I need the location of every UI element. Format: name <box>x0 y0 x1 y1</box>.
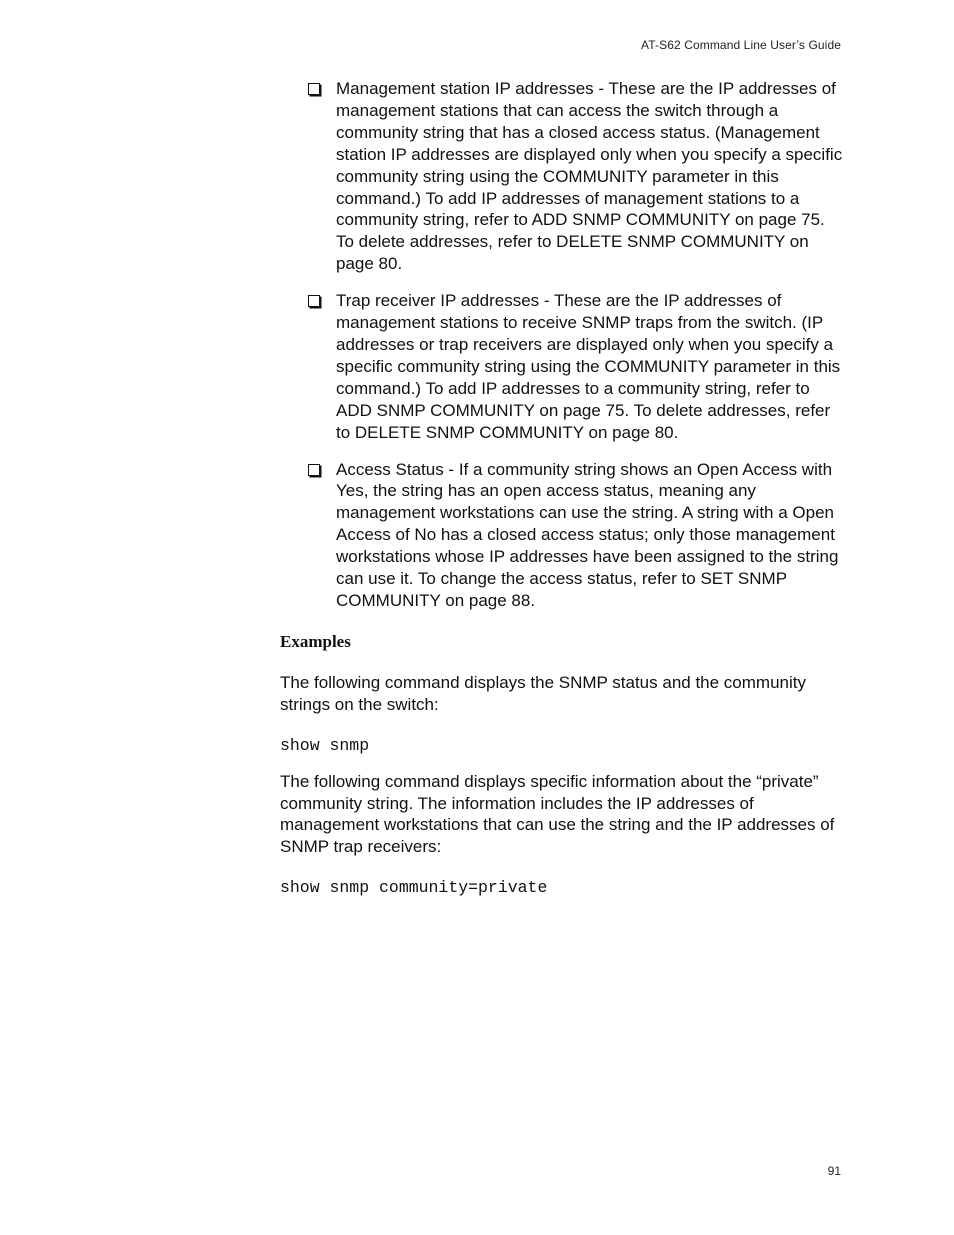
checkbox-square-icon <box>308 464 320 476</box>
running-header: AT-S62 Command Line User’s Guide <box>641 38 841 52</box>
page-number: 91 <box>827 1164 841 1178</box>
code-example-1: show snmp <box>280 735 370 755</box>
list-item <box>280 459 846 612</box>
page-content <box>280 78 846 899</box>
list-item-text: Trap receiver IP addresses - These are the IP addresses of management stations to receive SNMP traps from the switch. (IP addresses or trap receivers are displayed only when you specify a specific community string using the COMMUNITY parameter in this command.) To add IP addresses to a community string, refer to ADD SNMP COMMUNITY on page 75. To delete addresses, refer to DELETE SNMP COMMUNITY on page 80. <box>336 291 841 442</box>
code-example-2: show snmp community=private <box>280 878 548 898</box>
examples-paragraph-1: The following command displays the SNMP status and the community strings on the switch: <box>280 672 806 714</box>
checkbox-square-icon <box>308 83 320 95</box>
list-item <box>280 290 846 443</box>
bullet-list <box>280 78 846 612</box>
examples-paragraph-2: The following command displays specific information about the “private” community string. The information includes the IP addresses of management workstations that can use the string and the IP addresses of SNMP trap receivers: <box>280 771 835 857</box>
checkbox-square-icon <box>308 295 320 307</box>
list-item-text: Access Status - If a community string shows an Open Access with Yes, the string has an open access status, meaning any management workstations can use the string. A string with a Open Access of No has a closed access status; only those management workstations whose IP addresses have been assigned to the string can use it. To change the access status, refer to SET SNMP COMMUNITY on page 88. <box>336 459 839 610</box>
examples-heading: Examples <box>280 631 351 651</box>
list-item-text: Management station IP addresses - These are the IP addresses of management stations that can access the switch through a community string that has a closed access status. (Management station IP addresses are displayed only when you specify a specific community string using the COMMUNITY parameter in this command.) To add IP addresses of management stations to a community string, refer to ADD SNMP COMMUNITY on page 75. To delete addresses, refer to DELETE SNMP COMMUNITY on page 80. <box>336 79 843 274</box>
list-item <box>280 78 846 275</box>
